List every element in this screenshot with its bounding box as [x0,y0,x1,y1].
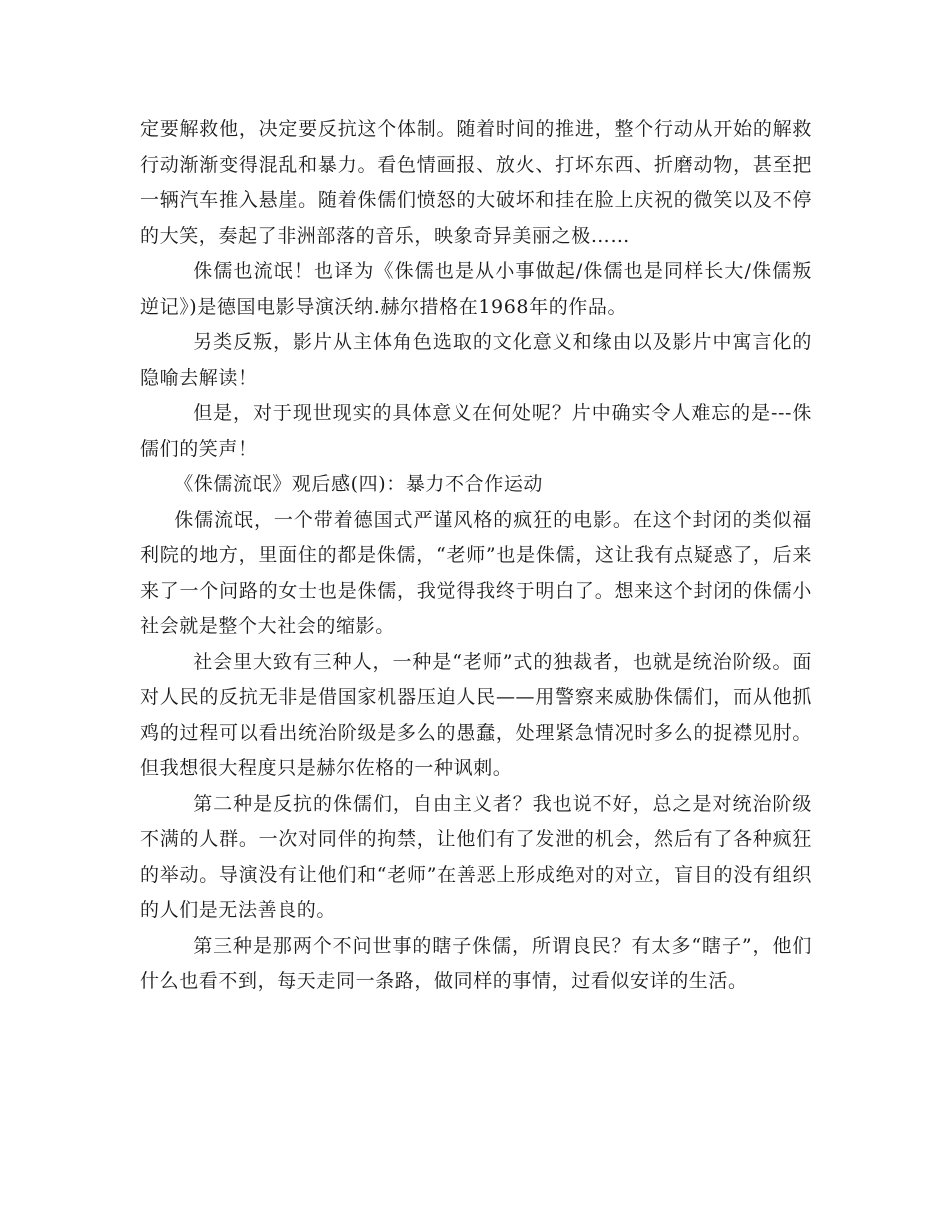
paragraph-film-intro: 侏儒也流氓！也译为《侏儒也是从小事做起/侏儒也是同样长大/侏儒叛逆记》)是德国电影导演沃纳.赫尔措格在1968年的作品。 [140,260,812,318]
paragraph-third-kind: 第三种是那两个不问世事的瞎子侏儒，所谓良民？有太多“瞎子”，他们什么也看不到，每天走同一条路，做同样的事情，过看似安详的生活。 [140,934,812,992]
paragraph-alternative-rebellion: 另类反叛，影片从主体角色选取的文化意义和缘由以及影片中寓言化的隐喻去解读！ [140,331,812,389]
paragraph-laughter: 但是，对于现世现实的具体意义在何处呢？片中确实令人难忘的是---侏儒们的笑声！ [140,402,812,460]
section-heading-review-four: 《侏儒流氓》观后感(四)：暴力不合作运动 [174,473,544,495]
paragraph-three-kinds: 社会里大致有三种人，一种是“老师”式的独裁者，也就是统治阶级。面对人民的反抗无非是借国家机器压迫人民——用警察来威胁侏儒们，而从他抓鸡的过程可以看出统治阶级是多么的愚蠢，处理紧急情况时多么的捉襟见肘。但我想很大程度只是赫尔佐格的一种讽刺。 [140,650,812,779]
document-body [140,112,812,1000]
paragraph-second-kind: 第二种是反抗的侏儒们，自由主义者？我也说不好，总之是对统治阶级不满的人群。一次对同伴的拘禁，让他们有了发泄的机会，然后有了各种疯狂的举动。导演没有让他们和“老师”在善恶上形成绝对的对立，盲目的没有组织的人们是无法善良的。 [140,792,812,921]
paragraph-review-four-intro: 侏儒流氓，一个带着德国式严谨风格的疯狂的电影。在这个封闭的类似福利院的地方，里面住的都是侏儒，“老师”也是侏儒，这让我有点疑惑了，后来来了一个问路的女士也是侏儒，我觉得我终于明白了。想来这个封闭的侏儒小社会就是整个大社会的缩影。 [140,508,812,637]
paragraph-continuation: 定要解救他，决定要反抗这个体制。随着时间的推进，整个行动从开始的解救行动渐渐变得混乱和暴力。看色情画报、放火、打坏东西、折磨动物，甚至把一辆汽车推入悬崖。随着侏儒们愤怒的大破坏和挂在脸上庆祝的微笑以及不停的大笑，奏起了非洲部落的音乐，映象奇异美丽之极…… [140,118,812,247]
